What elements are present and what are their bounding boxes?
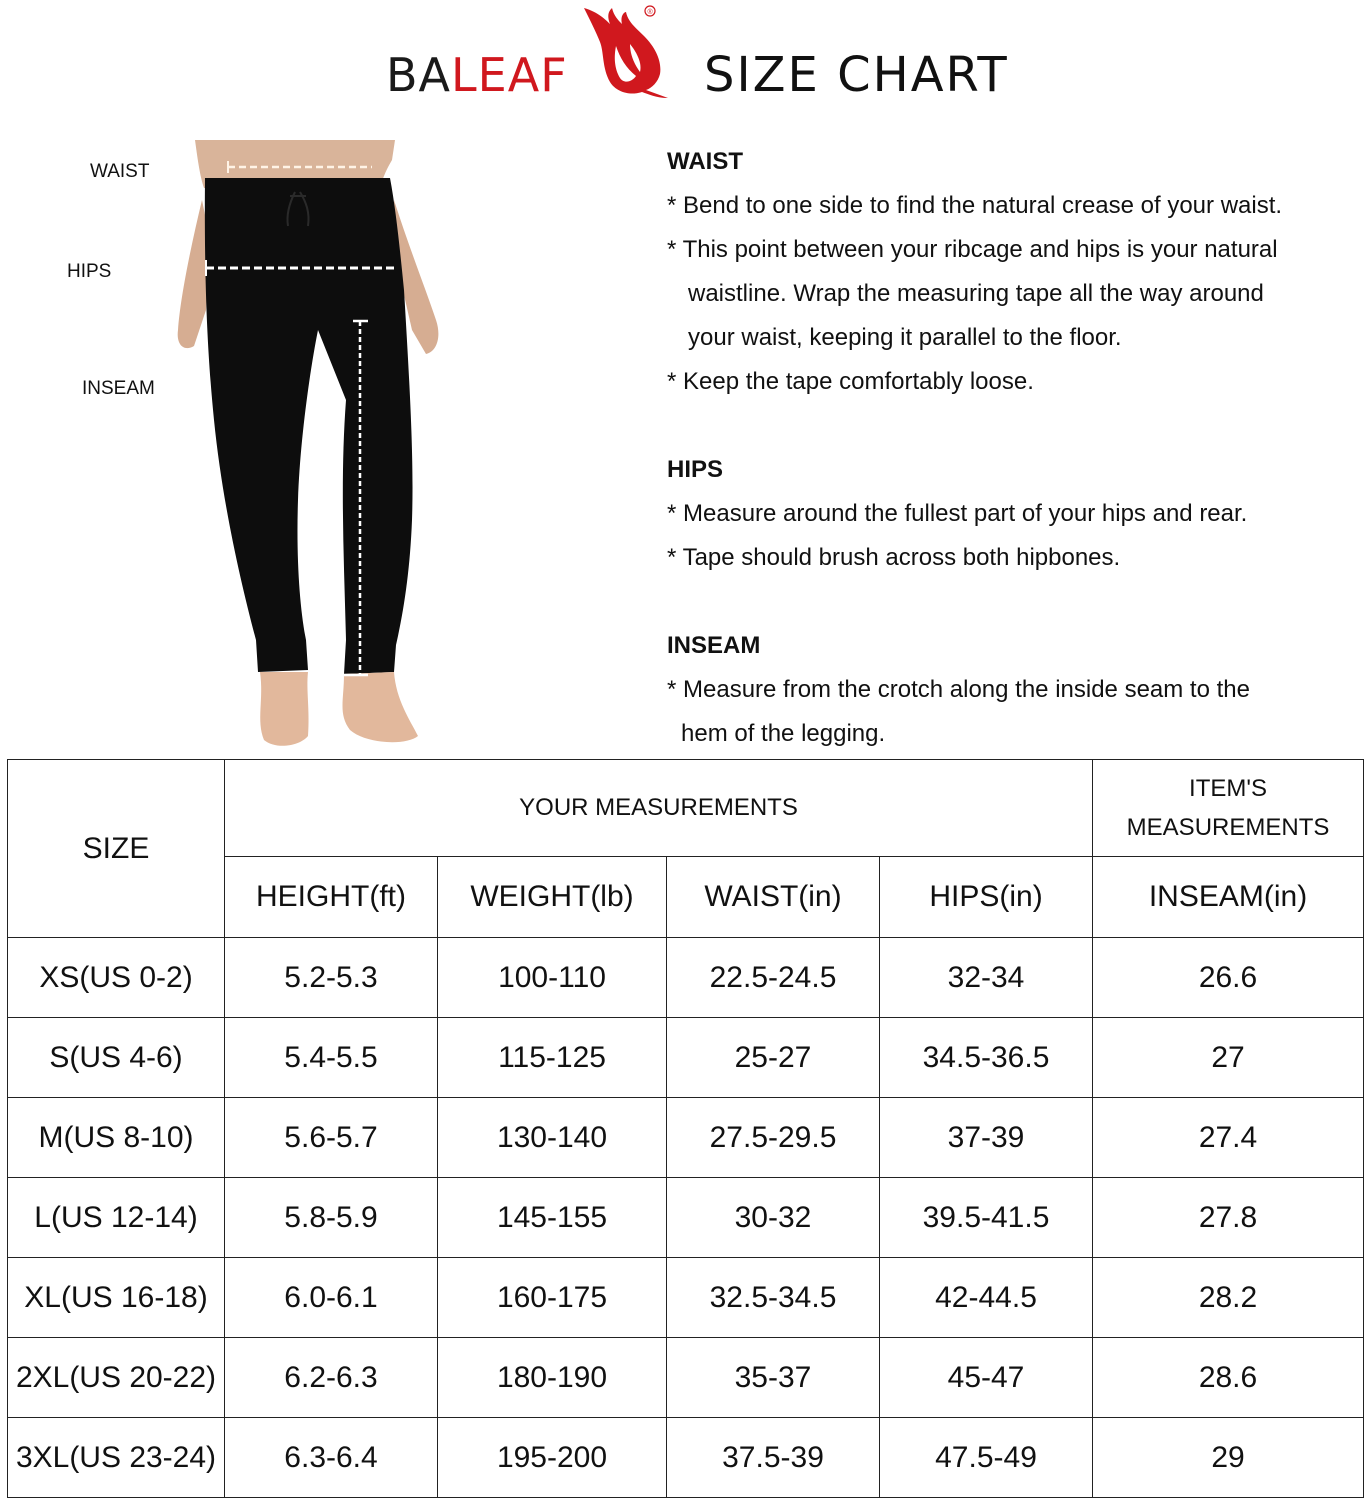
- instruction-line: * This point between your ribcage and hips is your natural: [667, 236, 1278, 263]
- cell-waist: 37.5-39: [667, 1418, 880, 1498]
- cell-waist: 22.5-24.5: [667, 938, 880, 1018]
- column-group-your-measurements: YOUR MEASUREMENTS: [225, 760, 1093, 857]
- instructions-hips-heading: HIPS: [667, 456, 724, 483]
- cell-waist: 27.5-29.5: [667, 1098, 880, 1178]
- items-measurements-line1: ITEM'S: [1189, 775, 1267, 802]
- page-title: SIZE CHART: [704, 47, 1009, 103]
- table-row: [8, 938, 1364, 1018]
- instruction-line: your waist, keeping it parallel to the floor.: [688, 324, 1122, 351]
- cell-size: XL(US 16-18): [8, 1258, 225, 1338]
- cell-hips: 39.5-41.5: [880, 1178, 1093, 1258]
- measurement-figure: [0, 140, 500, 758]
- instruction-line: waistline. Wrap the measuring tape all the way around: [688, 280, 1264, 307]
- brand-wordmark: [386, 48, 568, 102]
- cell-height: 5.6-5.7: [225, 1098, 438, 1178]
- column-header-size: SIZE: [8, 760, 225, 938]
- cell-height: 5.4-5.5: [225, 1018, 438, 1098]
- cell-hips: 47.5-49: [880, 1418, 1093, 1498]
- instruction-line: * Bend to one side to find the natural crease of your waist.: [667, 192, 1283, 219]
- cell-size: 3XL(US 23-24): [8, 1418, 225, 1498]
- cell-inseam: 26.6: [1093, 938, 1364, 1018]
- figure-label-hips: HIPS: [67, 261, 112, 282]
- cell-inseam: 28.6: [1093, 1338, 1364, 1418]
- cell-hips: 42-44.5: [880, 1258, 1093, 1338]
- instruction-line: * Measure from the crotch along the inside seam to the: [667, 676, 1250, 703]
- cell-weight: 180-190: [438, 1338, 667, 1418]
- column-header-waist: WAIST(in): [667, 857, 880, 938]
- brand-wordmark-right: LEAF: [451, 48, 568, 102]
- cell-inseam: 27.4: [1093, 1098, 1364, 1178]
- cell-hips: 37-39: [880, 1098, 1093, 1178]
- figure-label-waist: WAIST: [90, 161, 150, 182]
- cell-waist: 25-27: [667, 1018, 880, 1098]
- items-measurements-line2: MEASUREMENTS: [1126, 814, 1330, 841]
- column-header-inseam: INSEAM(in): [1093, 857, 1364, 938]
- cell-weight: 145-155: [438, 1178, 667, 1258]
- cell-size: M(US 8-10): [8, 1098, 225, 1178]
- instruction-line: hem of the legging.: [681, 720, 886, 747]
- instruction-line: * Measure around the fullest part of your hips and rear.: [667, 500, 1248, 527]
- cell-height: 5.8-5.9: [225, 1178, 438, 1258]
- cell-size: L(US 12-14): [8, 1178, 225, 1258]
- cell-weight: 100-110: [438, 938, 667, 1018]
- cell-inseam: 27.8: [1093, 1178, 1364, 1258]
- table-row: [8, 1098, 1364, 1178]
- cell-inseam: 28.2: [1093, 1258, 1364, 1338]
- instructions-hips: [667, 448, 1357, 580]
- instruction-line: * Keep the tape comfortably loose.: [667, 368, 1034, 395]
- column-header-hips: HIPS(in): [880, 857, 1093, 938]
- model-jogger-pants-image: [160, 140, 460, 758]
- instruction-line: * Tape should brush across both hipbones.: [667, 544, 1121, 571]
- cell-waist: 35-37: [667, 1338, 880, 1418]
- cell-size: S(US 4-6): [8, 1018, 225, 1098]
- cell-weight: 160-175: [438, 1258, 667, 1338]
- cell-height: 6.3-6.4: [225, 1418, 438, 1498]
- leaf-flame-logo-icon: [576, 2, 676, 98]
- cell-height: 6.2-6.3: [225, 1338, 438, 1418]
- table-row: [8, 1258, 1364, 1338]
- cell-hips: 34.5-36.5: [880, 1018, 1093, 1098]
- measuring-instructions: [667, 140, 1357, 756]
- table-row: [8, 1018, 1364, 1098]
- figure-label-inseam: INSEAM: [82, 378, 155, 399]
- svg-text:®: ®: [647, 9, 653, 16]
- cell-hips: 32-34: [880, 938, 1093, 1018]
- cell-hips: 45-47: [880, 1338, 1093, 1418]
- column-group-items-measurements: [1093, 760, 1364, 857]
- header: [0, 0, 1371, 120]
- cell-weight: 115-125: [438, 1018, 667, 1098]
- cell-inseam: 29: [1093, 1418, 1364, 1498]
- cell-inseam: 27: [1093, 1018, 1364, 1098]
- size-chart-table: [7, 759, 1364, 1498]
- instructions-waist-heading: WAIST: [667, 148, 743, 175]
- table-row: [8, 1418, 1364, 1498]
- table-row: [8, 1178, 1364, 1258]
- brand-wordmark-left: BA: [386, 48, 452, 102]
- cell-weight: 195-200: [438, 1418, 667, 1498]
- cell-size: 2XL(US 20-22): [8, 1338, 225, 1418]
- column-header-weight: WEIGHT(lb): [438, 857, 667, 938]
- instructions-waist: [667, 140, 1357, 404]
- cell-height: 5.2-5.3: [225, 938, 438, 1018]
- cell-weight: 130-140: [438, 1098, 667, 1178]
- cell-waist: 30-32: [667, 1178, 880, 1258]
- cell-height: 6.0-6.1: [225, 1258, 438, 1338]
- instructions-inseam: [667, 624, 1357, 756]
- cell-waist: 32.5-34.5: [667, 1258, 880, 1338]
- cell-size: XS(US 0-2): [8, 938, 225, 1018]
- table-row: [8, 1338, 1364, 1418]
- instructions-inseam-heading: INSEAM: [667, 632, 761, 659]
- column-header-height: HEIGHT(ft): [225, 857, 438, 938]
